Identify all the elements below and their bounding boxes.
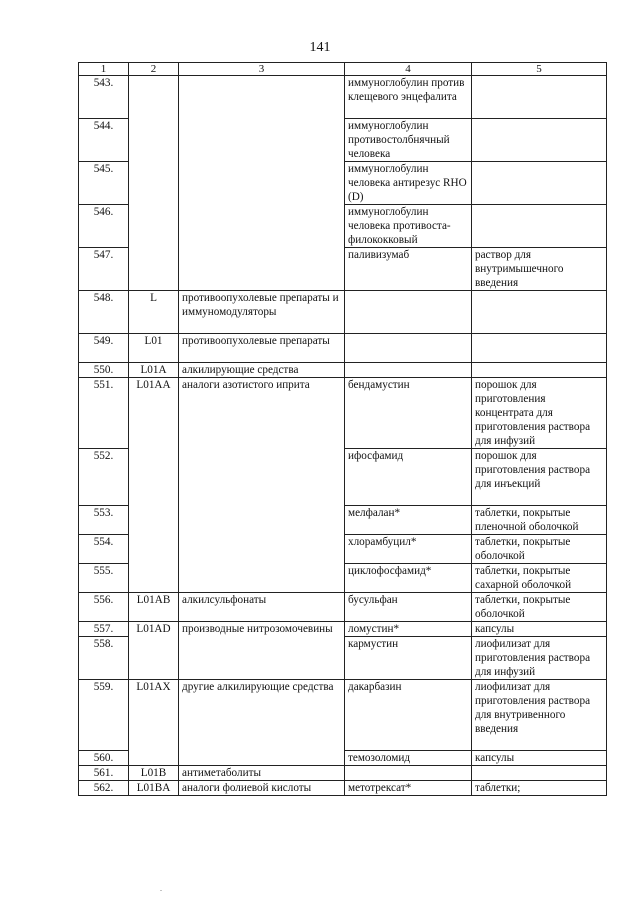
- row-number: 555.: [79, 564, 129, 593]
- group-name: аналоги фолиевой кислоты: [179, 781, 345, 796]
- atc-code: L01B: [129, 766, 179, 781]
- table-row: [79, 291, 607, 334]
- dosage-form: порошок для приготовления концентрата для приготовления раствора для инфузий: [472, 378, 607, 449]
- table-row: [79, 781, 607, 796]
- table-row: [79, 766, 607, 781]
- group-name: противоопухолевые препараты: [179, 334, 345, 363]
- group-name: алкилсульфонаты: [179, 593, 345, 622]
- atc-code: L01: [129, 334, 179, 363]
- row-number: 554.: [79, 535, 129, 564]
- dosage-form: [472, 334, 607, 363]
- row-number: 553.: [79, 506, 129, 535]
- col-header-1: 1: [79, 63, 129, 76]
- dosage-form: [472, 291, 607, 334]
- row-number: 546.: [79, 205, 129, 248]
- header-row: [79, 63, 607, 76]
- dosage-form: лиофилизат для приготовления раствора для инфузий: [472, 637, 607, 680]
- drug-name: ифосфамид: [345, 449, 472, 506]
- atc-code: [129, 76, 179, 291]
- dosage-form: капсулы: [472, 622, 607, 637]
- group-name: аналоги азотистого иприта: [179, 378, 345, 593]
- row-number: 548.: [79, 291, 129, 334]
- drug-name: паливизумаб: [345, 248, 472, 291]
- dosage-form: [472, 205, 607, 248]
- row-number: 550.: [79, 363, 129, 378]
- row-number: 545.: [79, 162, 129, 205]
- row-number: 552.: [79, 449, 129, 506]
- group-name: противоопухолевые препараты и иммуномодуляторы: [179, 291, 345, 334]
- row-number: 549.: [79, 334, 129, 363]
- row-number: 544.: [79, 119, 129, 162]
- drug-name: кармустин: [345, 637, 472, 680]
- drug-name: метотрексат*: [345, 781, 472, 796]
- dosage-form: таблетки, покрытые оболочкой: [472, 535, 607, 564]
- atc-code: L01BA: [129, 781, 179, 796]
- atc-code: L: [129, 291, 179, 334]
- dosage-form: таблетки, покрытые оболочкой: [472, 593, 607, 622]
- row-number: 551.: [79, 378, 129, 449]
- row-number: 543.: [79, 76, 129, 119]
- row-number: 560.: [79, 751, 129, 766]
- dosage-form: раствор для внутримышечного введения: [472, 248, 607, 291]
- group-name: антиметаболиты: [179, 766, 345, 781]
- drug-name: мелфалан*: [345, 506, 472, 535]
- page-number: 141: [309, 40, 331, 55]
- row-number: 547.: [79, 248, 129, 291]
- row-number: 558.: [79, 637, 129, 680]
- col-header-5: 5: [472, 63, 607, 76]
- table-row: [79, 680, 607, 751]
- drug-name: иммуноглобулин противостолбнячный человека: [345, 119, 472, 162]
- dosage-form: таблетки, покрытые пленочной оболочкой: [472, 506, 607, 535]
- row-number: 561.: [79, 766, 129, 781]
- table-row: [79, 76, 607, 119]
- dosage-form: таблетки;: [472, 781, 607, 796]
- drug-name: бендамустин: [345, 378, 472, 449]
- row-number: 562.: [79, 781, 129, 796]
- dosage-form: порошок для приготовления раствора для инъекций: [472, 449, 607, 506]
- atc-code: L01AB: [129, 593, 179, 622]
- atc-code: L01A: [129, 363, 179, 378]
- dosage-form: [472, 363, 607, 378]
- drug-name: [345, 291, 472, 334]
- dosage-form: капсулы: [472, 751, 607, 766]
- col-header-4: 4: [345, 63, 472, 76]
- group-name: другие алкилирующие средства: [179, 680, 345, 766]
- table-row: [79, 334, 607, 363]
- row-number: 559.: [79, 680, 129, 751]
- dosage-form: таблетки, покрытые сахарной оболочкой: [472, 564, 607, 593]
- dosage-form: [472, 162, 607, 205]
- atc-code: L01AA: [129, 378, 179, 593]
- table-row: [79, 363, 607, 378]
- atc-code: L01AX: [129, 680, 179, 766]
- group-name: [179, 76, 345, 291]
- drug-name: иммуноглобулин человека противоста-филококковый: [345, 205, 472, 248]
- dosage-form: [472, 766, 607, 781]
- table-row: [79, 378, 607, 449]
- drug-name: хлорамбуцил*: [345, 535, 472, 564]
- dosage-form: [472, 76, 607, 119]
- dosage-form: лиофилизат для приготовления раствора для внутривенного введения: [472, 680, 607, 751]
- drug-registry-table: [78, 62, 607, 796]
- drug-name: темозоломид: [345, 751, 472, 766]
- table-row: [79, 593, 607, 622]
- drug-name: [345, 334, 472, 363]
- drug-name: ломустин*: [345, 622, 472, 637]
- col-header-2: 2: [129, 63, 179, 76]
- row-number: 556.: [79, 593, 129, 622]
- group-name: алкилирующие средства: [179, 363, 345, 378]
- row-number: 557.: [79, 622, 129, 637]
- drug-name: иммуноглобулин человека антирезус RHO (D): [345, 162, 472, 205]
- atc-code: L01AD: [129, 622, 179, 680]
- table-row: [79, 622, 607, 637]
- dosage-form: [472, 119, 607, 162]
- drug-name: бусульфан: [345, 593, 472, 622]
- drug-name: циклофосфамид*: [345, 564, 472, 593]
- group-name: производные нитрозомочевины: [179, 622, 345, 680]
- footer-mark: .: [160, 884, 162, 893]
- col-header-3: 3: [179, 63, 345, 76]
- drug-name: [345, 363, 472, 378]
- drug-name: [345, 766, 472, 781]
- drug-name: дакарбазин: [345, 680, 472, 751]
- drug-name: иммуноглобулин против клещевого энцефалита: [345, 76, 472, 119]
